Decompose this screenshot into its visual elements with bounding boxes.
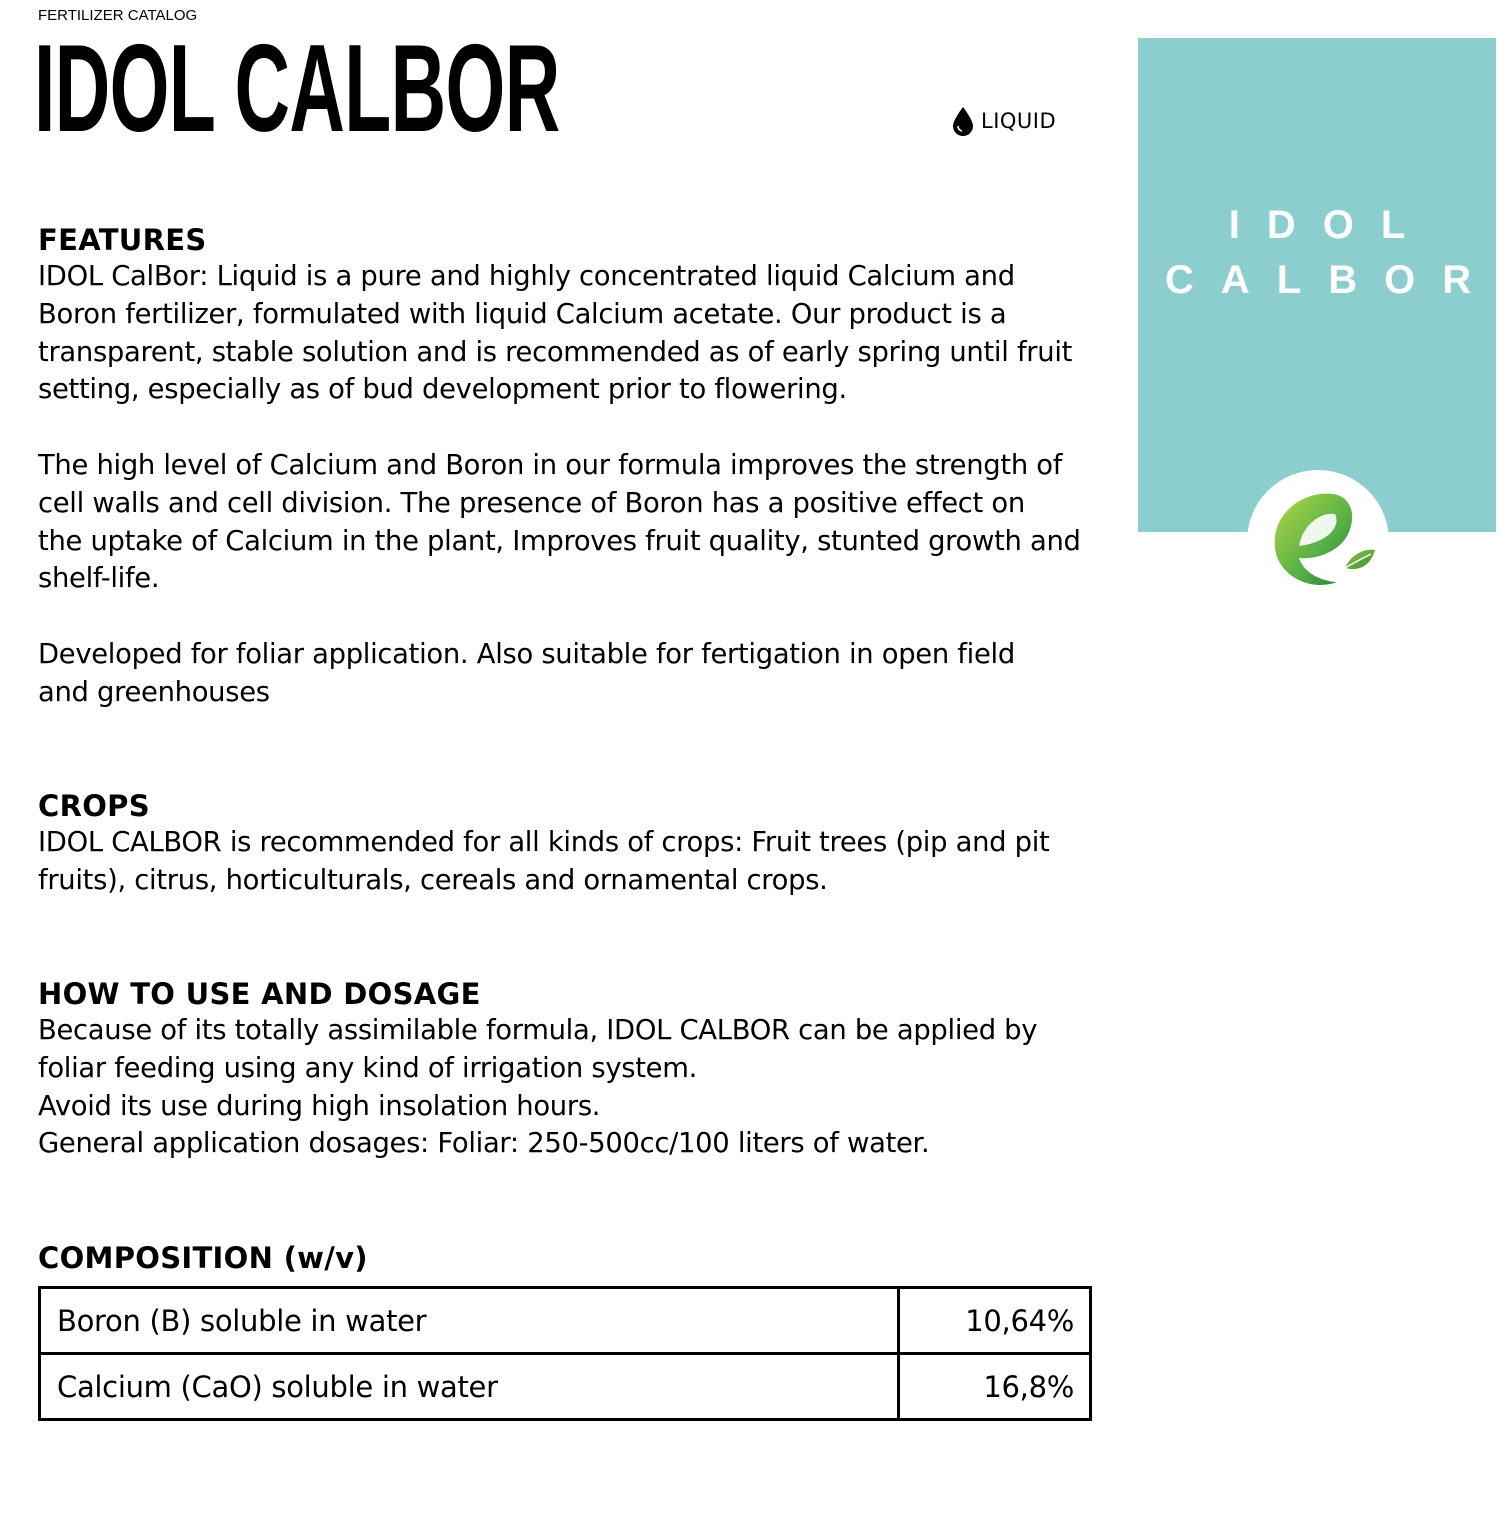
composition-value: 10,64% [899, 1288, 1091, 1354]
leaf-e-logo-icon [1265, 486, 1377, 596]
features-paragraph-2: The high level of Calcium and Boron in our formula improves the strength of cell walls and cell division. The presence of Boron has a positive effect on the uptake of Calcium in the plant, Improves fruit quality, stunted growth and shelf-life. [38, 449, 1081, 595]
table-row [40, 1354, 1091, 1420]
form-label: LIQUID [981, 109, 1057, 133]
composition-heading: COMPOSITION (w/v) [38, 1241, 368, 1275]
side-title-line-1: IDOL [1228, 203, 1433, 247]
how-to-use-section [38, 976, 1098, 1163]
crops-heading: CROPS [38, 789, 150, 823]
features-heading: FEATURES [38, 223, 207, 257]
composition-value: 16,8% [899, 1354, 1091, 1420]
how-to-use-text: Because of its totally assimilable formula, IDOL CALBOR can be applied by foliar feeding using any kind of irrigation system. Avoid its use during high insolation hours. General application dosages: Foliar: 250-500cc/100 liters of water. [38, 1015, 1038, 1160]
table-row [40, 1288, 1091, 1354]
product-side-panel [1138, 38, 1499, 532]
composition-label: Boron (B) soluble in water [40, 1288, 899, 1354]
features-paragraph-1: IDOL CalBor: Liquid is a pure and highly concentrated liquid Calcium and Boron fertilizer, formulated with liquid Calcium acetate. Our product is a transparent, stable solution and is recommended as of early spring until fruit setting, especially as of bud development prior to flowering. [38, 261, 1073, 406]
composition-label: Calcium (CaO) soluble in water [40, 1354, 899, 1420]
how-to-use-heading: HOW TO USE AND DOSAGE [38, 977, 481, 1011]
brand-logo [1247, 470, 1389, 612]
crops-section [38, 788, 1098, 900]
product-title: IDOL CALBOR [34, 20, 560, 158]
catalog-label: FERTILIZER CATALOG [38, 7, 198, 24]
composition-section [38, 1240, 1098, 1276]
crops-text: IDOL CALBOR is recommended for all kinds of crops: Fruit trees (pip and pit fruits), citrus, horticulturals, cereals and ornamental crops. [38, 827, 1050, 896]
form-badge [951, 106, 1056, 136]
drop-icon [951, 106, 975, 136]
features-section [38, 222, 1098, 712]
composition-table [38, 1286, 1092, 1421]
features-paragraph-3: Developed for foliar application. Also suitable for fertigation in open field and greenhouses [38, 638, 1015, 708]
side-title-line-2: CALBOR [1165, 258, 1499, 302]
